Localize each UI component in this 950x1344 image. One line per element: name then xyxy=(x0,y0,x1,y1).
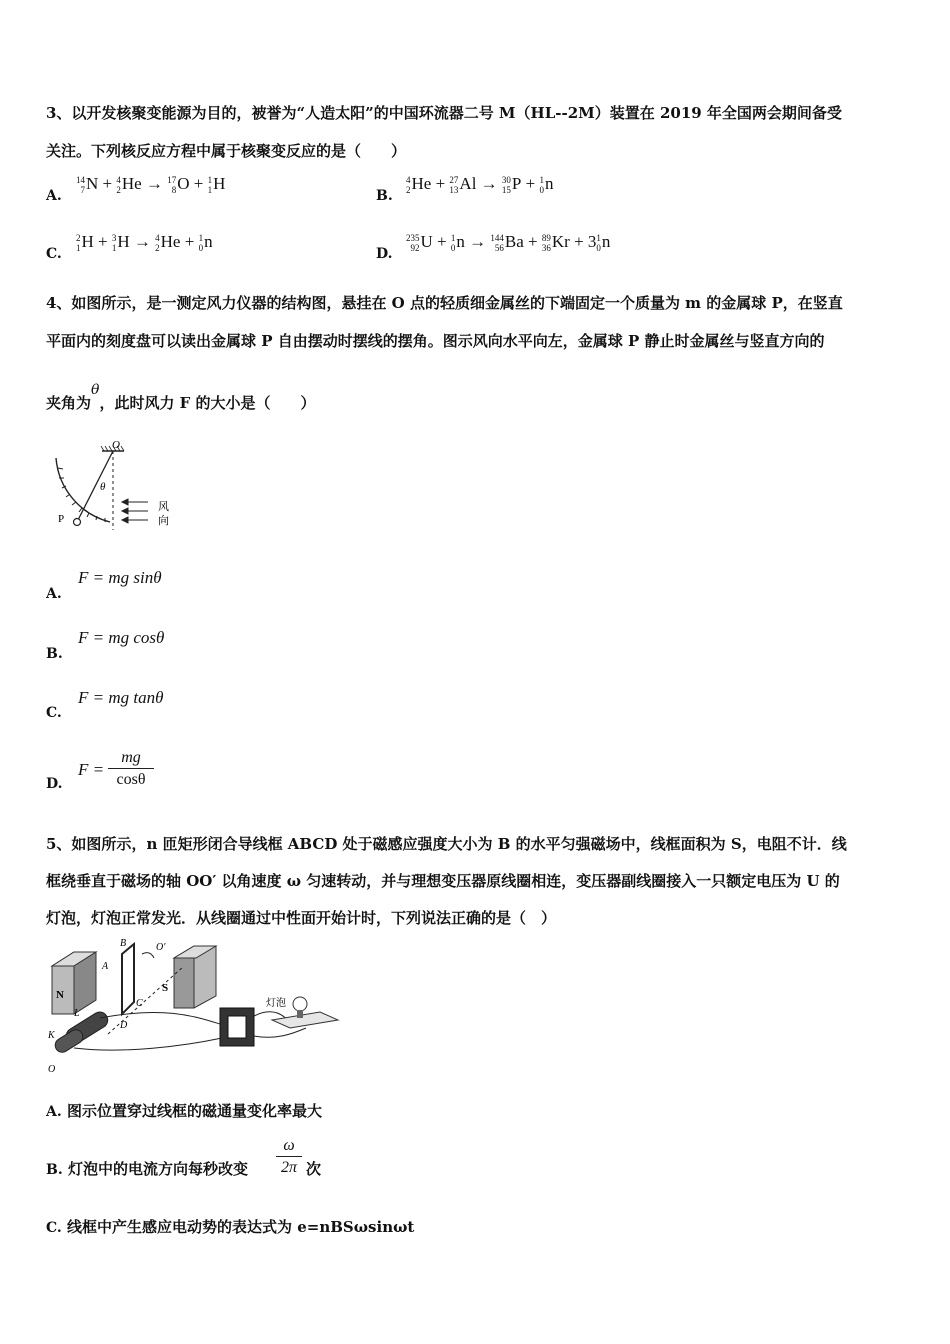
theta-symbol: θ xyxy=(91,382,100,398)
q4-option-b-formula: F = mg cosθ xyxy=(78,628,165,647)
q3-option-c-equation: 2 1H + 3 1H → 4 2He + 1 0n xyxy=(76,232,213,254)
q5-option-b-suffix: 次 xyxy=(306,1160,322,1178)
q3-stem-line2: 关注。下列核反应方程中属于核聚变反应的是（ ） xyxy=(46,142,407,160)
q4-option-a[interactable]: A. xyxy=(46,586,62,602)
q3-option-b[interactable]: B. xyxy=(376,188,393,204)
q5-stem-line3: 灯泡，灯泡正常发光．从线圈通过中性面开始计时，下列说法正确的是（ ） xyxy=(46,909,557,927)
q3-option-a[interactable] xyxy=(46,186,62,204)
axis-o2-label: O′ xyxy=(156,942,166,953)
q4-option-d-fraction xyxy=(108,748,154,791)
fig-label-p: P xyxy=(58,513,65,525)
q4-stem-line1: 4、如图所示，是一测定风力仪器的结构图，悬挂在 O 点的轻质细金属丝的下端固定一个质量为 m 的金属球 P，在竖直 xyxy=(46,294,843,312)
fraction-denominator: cosθ xyxy=(116,771,146,788)
brush-k-label: K xyxy=(48,1030,55,1041)
q4-option-d-lhs: F = xyxy=(78,760,105,779)
coil-b-label: B xyxy=(120,938,127,949)
coil-c-label: C xyxy=(136,998,143,1009)
q5-option-c[interactable]: C. 线框中产生感应电动势的表达式为 e=nBSωsinωt xyxy=(46,1218,415,1236)
q4-stem-line2: 平面内的刻度盘可以读出金属球 P 自由摆动时摆线的摆角。图示风向水平向左，金属球 P 静止时金属丝与竖直方向的 xyxy=(46,332,825,350)
magnet-s-label: S xyxy=(162,982,169,994)
fraction-denominator: 2π xyxy=(280,1159,297,1176)
q4-option-d[interactable]: D. xyxy=(46,776,63,792)
q3-option-d[interactable]: D. xyxy=(376,246,393,262)
bulb-label: 灯泡 xyxy=(266,998,286,1009)
q3-option-b-equation: 4 2He + 27 13Al → 30 15P + 1 0n xyxy=(406,174,554,196)
q5-option-b-fraction xyxy=(276,1136,302,1179)
magnet-n-label: N xyxy=(56,989,64,1001)
q4-option-a-formula: F = mg sinθ xyxy=(78,568,162,587)
fraction-numerator: mg xyxy=(108,748,154,769)
brush-l-label: L xyxy=(74,1008,80,1019)
q4-wind-gauge-figure xyxy=(44,438,184,534)
q4-option-c-formula: F = mg tanθ xyxy=(78,688,164,707)
q4-stem-line3: 夹角为θ，此时风力 F 的大小是（ ） xyxy=(46,382,316,412)
q5-stem-line2: 框绕垂直于磁场的轴 OO′ 以角速度 ω 匀速转动，并与理想变压器原线圈相连，变压器副线圈接入一只额定电压为 U 的 xyxy=(46,872,840,890)
q5-generator-figure xyxy=(44,936,344,1078)
q4-option-b[interactable]: B. xyxy=(46,646,63,662)
q3-option-c[interactable]: C. xyxy=(46,246,62,262)
axis-o-label: O xyxy=(48,1064,56,1075)
q5-option-b[interactable]: B. 灯泡中的电流方向每秒改变 xyxy=(46,1160,248,1178)
q3-option-a-equation: 14 7N + 4 2He → 17 8O + 1 1H xyxy=(76,174,226,196)
fraction-numerator: ω xyxy=(276,1136,302,1157)
fig-label-wind1: 风 xyxy=(158,501,169,513)
coil-d-label: D xyxy=(120,1020,128,1031)
q3-option-d-equation: 235 92U + 1 0n → 144 56Ba + 89 36Kr + 31 0n xyxy=(406,232,611,254)
q3-stem-line1: 3、以开发核聚变能源为目的，被誉为“人造太阳”的中国环流器二号 M（HL--2M）装置在 2019 年全国两会期间备受 xyxy=(46,104,842,122)
coil-a-label: A xyxy=(102,961,109,972)
option-label: A. xyxy=(46,188,62,204)
fig-label-wind2: 向 xyxy=(158,515,169,527)
q5-option-a[interactable]: A. 图示位置穿过线框的磁通量变化率最大 xyxy=(46,1102,322,1120)
q5-stem-line1: 5、如图所示，n 匝矩形闭合导线框 ABCD 处于磁感应强度大小为 B 的水平匀强磁场中，线框面积为 S，电阻不计．线 xyxy=(46,835,847,853)
fig-label-o: O xyxy=(112,439,120,451)
q4-option-c[interactable]: C. xyxy=(46,705,62,721)
fig-label-theta: θ xyxy=(100,481,106,493)
